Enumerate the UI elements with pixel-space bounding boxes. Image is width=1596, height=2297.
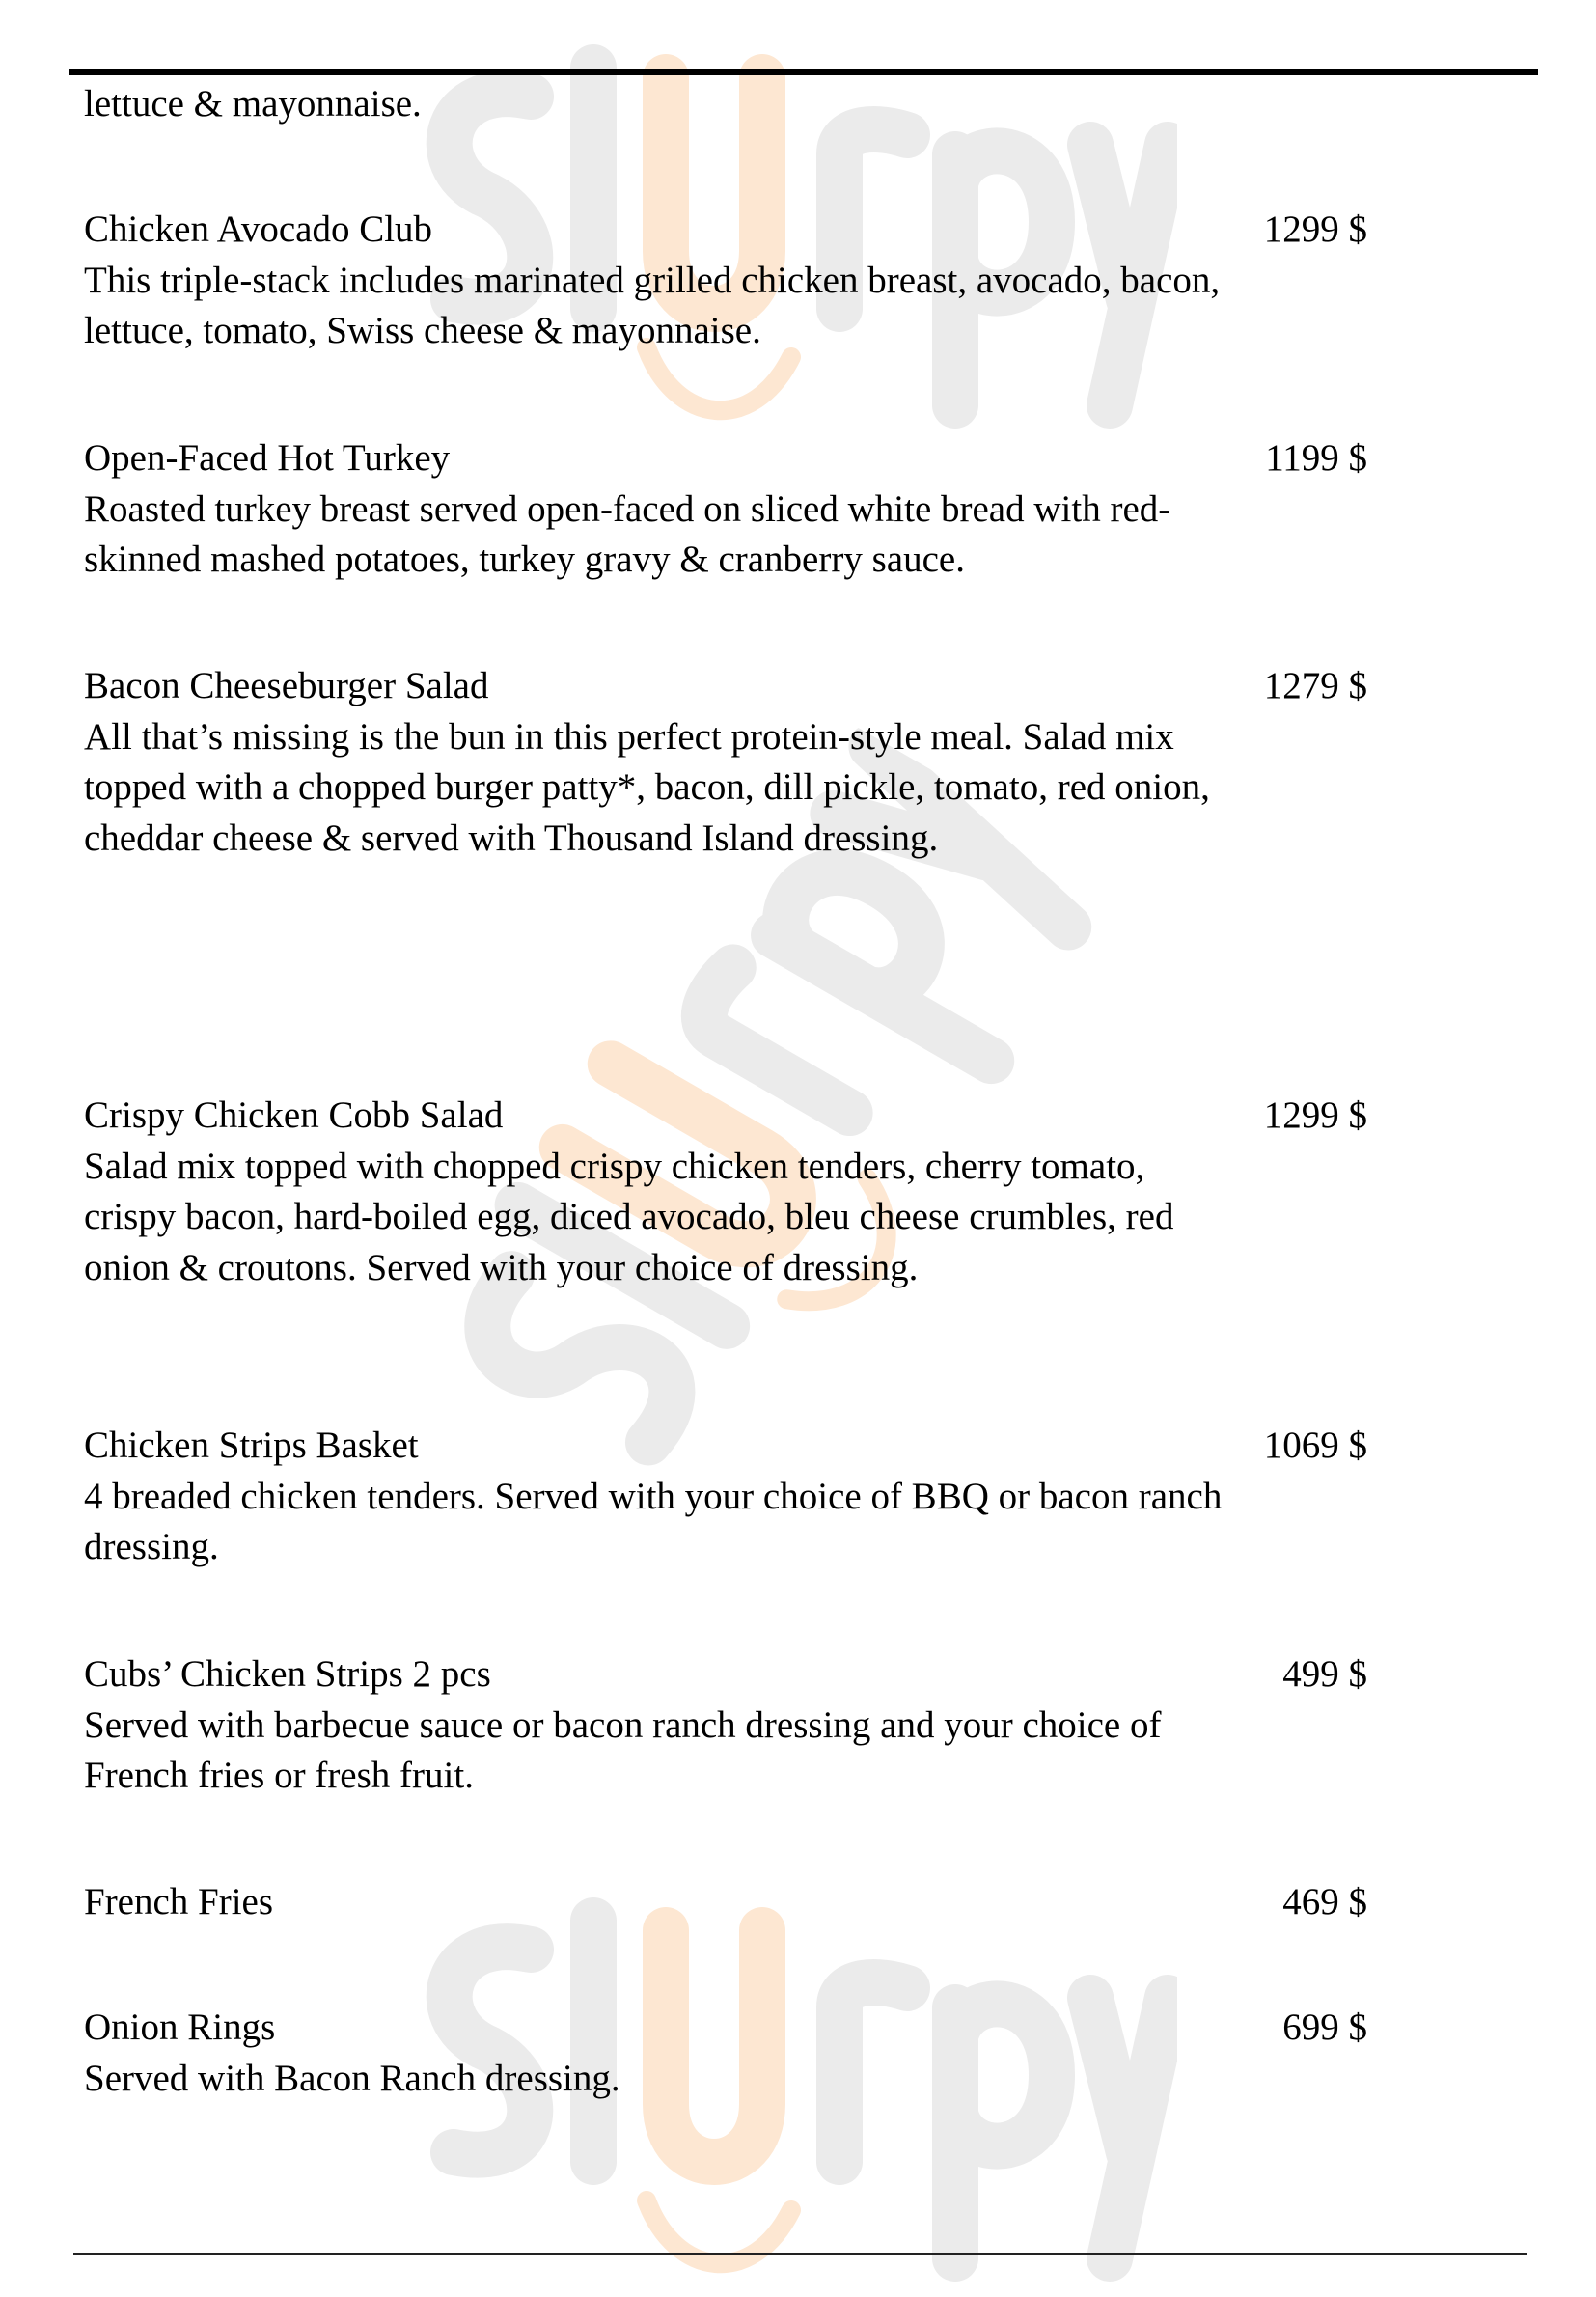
menu-item xyxy=(84,1877,1367,1928)
item-description: All that’s missing is the bun in this perfect protein-style meal. Salad mix topped with a chopped burger patty*, bacon, dill pickle, tomato, red onion, cheddar cheese & served with Thousand Island dressing. xyxy=(84,715,1210,859)
item-description: This triple-stack includes marinated grilled chicken breast, avocado, bacon, lettuce, tomato, Swiss cheese & mayonnaise. xyxy=(84,259,1221,351)
item-name: Chicken Avocado Club xyxy=(84,208,433,250)
item-description: Roasted turkey breast served open-faced on sliced white bread with red-skinned mashed potatoes, turkey gravy & cranberry sauce. xyxy=(84,487,1171,580)
item-price: 1069 $ xyxy=(1263,1425,1367,1466)
item-name: Onion Rings xyxy=(84,2006,276,2048)
item-name: Crispy Chicken Cobb Salad xyxy=(84,1094,504,1136)
menu-item xyxy=(84,2003,1367,2104)
item-description: Served with Bacon Ranch dressing. xyxy=(84,2057,620,2099)
item-price: 499 $ xyxy=(1282,1653,1367,1695)
menu-item xyxy=(84,205,1367,357)
item-name: Cubs’ Chicken Strips 2 pcs xyxy=(84,1653,491,1695)
item-price: 1199 $ xyxy=(1265,437,1367,479)
item-price: 699 $ xyxy=(1282,2006,1367,2048)
item-description: Salad mix topped with chopped crispy chicken tenders, cherry tomato, crispy bacon, hard-boiled egg, diced avocado, bleu cheese crumbles, red onion & croutons. Served with your choice of dressing. xyxy=(84,1145,1174,1288)
item-name: Open-Faced Hot Turkey xyxy=(84,437,451,479)
item-price: 1299 $ xyxy=(1263,208,1367,250)
menu-item xyxy=(84,661,1367,864)
menu-item xyxy=(84,433,1367,586)
item-description: 4 breaded chicken tenders. Served with your choice of BBQ or bacon ranch dressing. xyxy=(84,1475,1223,1567)
menu-item xyxy=(84,1649,1367,1802)
bottom-rule xyxy=(73,2253,1527,2255)
item-price: 1279 $ xyxy=(1263,665,1367,706)
item-name: Chicken Strips Basket xyxy=(84,1425,419,1466)
item-name: French Fries xyxy=(84,1881,274,1923)
item-price: 469 $ xyxy=(1282,1881,1367,1923)
menu-item xyxy=(84,1421,1367,1573)
item-description: Served with barbecue sauce or bacon ranch dressing and your choice of French fries or fresh fruit. xyxy=(84,1703,1162,1796)
item-name: Bacon Cheeseburger Salad xyxy=(84,665,489,706)
continuation-text: lettuce & mayonnaise. xyxy=(84,83,422,125)
menu-item xyxy=(84,1091,1367,1293)
item-price: 1299 $ xyxy=(1263,1094,1367,1136)
top-rule xyxy=(69,69,1538,75)
